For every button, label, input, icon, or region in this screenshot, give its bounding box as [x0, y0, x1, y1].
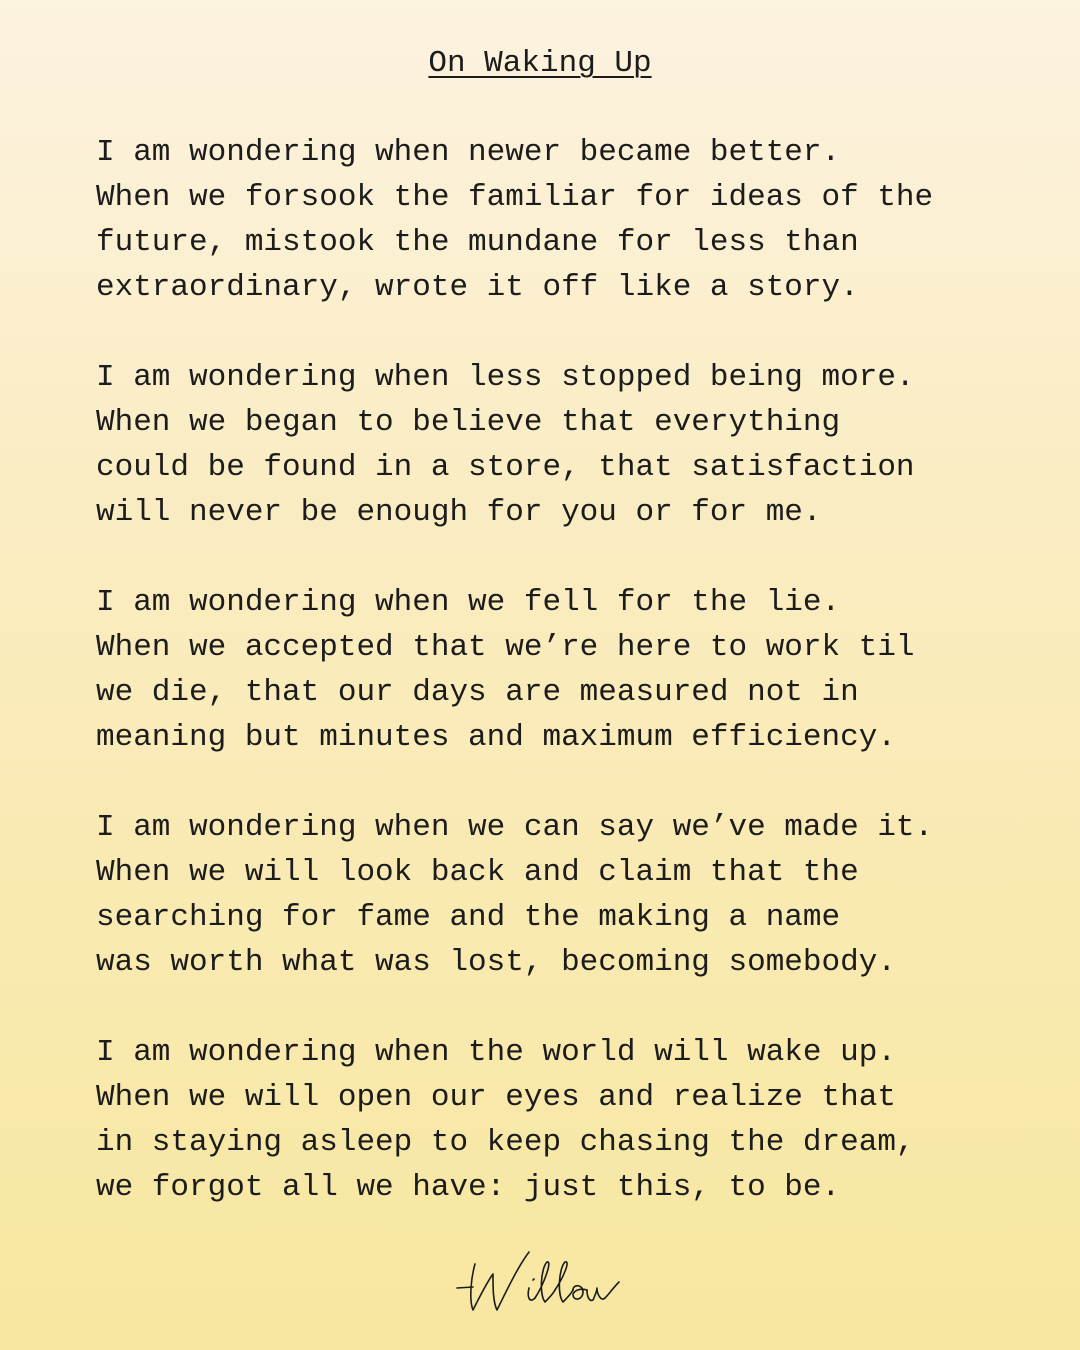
poem-line: we forgot all we have: just this, to be. [96, 1170, 841, 1205]
poem-line: I am wondering when we fell for the lie. [96, 585, 841, 620]
poem-line: When we accepted that we’re here to work til [96, 630, 915, 665]
stanza-5 [96, 1030, 996, 1210]
poem-body [96, 130, 996, 1255]
poem-line: searching for fame and the making a name [96, 900, 841, 935]
poem-line: was worth what was lost, becoming somebody. [96, 945, 896, 980]
poem-line: in staying asleep to keep chasing the dream, [96, 1125, 915, 1160]
poem-line: When we began to believe that everything [96, 405, 841, 440]
poem-line: When we will look back and claim that the [96, 855, 859, 890]
poem-line: I am wondering when we can say we’ve made it. [96, 810, 934, 845]
poem-line: When we forsook the familiar for ideas of the [96, 180, 934, 215]
poem-line: could be found in a store, that satisfaction [96, 450, 915, 485]
poem-line: I am wondering when less stopped being more. [96, 360, 915, 395]
poem-line: extraordinary, wrote it off like a story. [96, 270, 859, 305]
stanza-3 [96, 580, 996, 760]
poem-line: we die, that our days are measured not in [96, 675, 859, 710]
poem-line: will never be enough for you or for me. [96, 495, 822, 530]
handwritten-signature-icon [445, 1238, 645, 1328]
signature [445, 1238, 645, 1328]
poem-line: future, mistook the mundane for less than [96, 225, 859, 260]
poem-line: When we will open our eyes and realize that [96, 1080, 896, 1115]
poem-line: meaning but minutes and maximum efficiency. [96, 720, 896, 755]
stanza-2 [96, 355, 996, 535]
stanza-4 [96, 805, 996, 985]
poem-title: On Waking Up [428, 46, 652, 81]
stanza-1 [96, 130, 996, 310]
poem-line: I am wondering when newer became better. [96, 135, 841, 170]
poem-line: I am wondering when the world will wake up. [96, 1035, 896, 1070]
